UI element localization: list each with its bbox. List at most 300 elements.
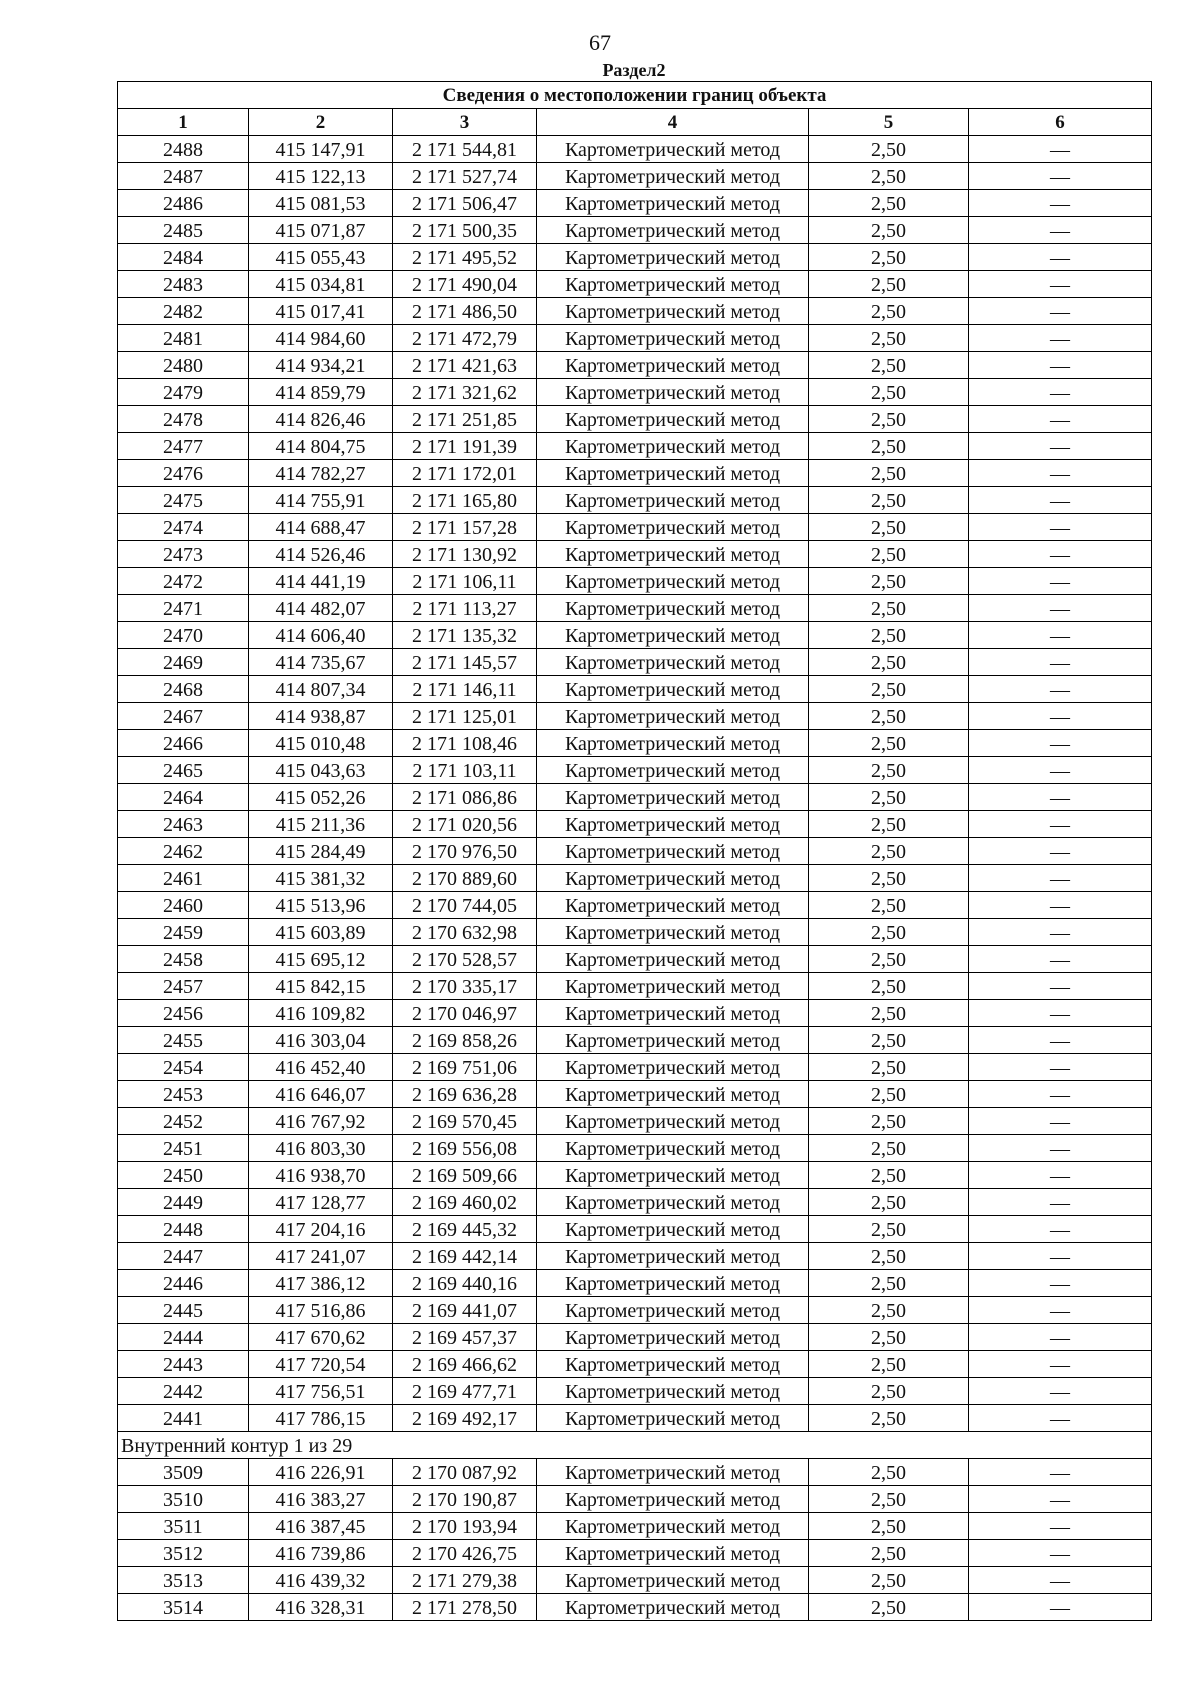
table-row [118,649,1152,676]
cell-x-coordinate: 415 052,26 [249,784,393,811]
cell-method: Картометрический метод [537,1108,809,1135]
cell-note: — [969,487,1152,514]
cell-note: — [969,676,1152,703]
cell-method: Картометрический метод [537,946,809,973]
cell-point-number: 2463 [118,811,249,838]
cell-note: — [969,1189,1152,1216]
cell-point-number: 2476 [118,460,249,487]
cell-accuracy: 2,50 [809,460,969,487]
contour-label: Внутренний контур 1 из 29 [118,1432,1152,1459]
cell-method: Картометрический метод [537,1513,809,1540]
cell-accuracy: 2,50 [809,1027,969,1054]
cell-note: — [969,433,1152,460]
cell-x-coordinate: 415 034,81 [249,271,393,298]
cell-note: — [969,892,1152,919]
cell-x-coordinate: 415 055,43 [249,244,393,271]
table-row [118,1405,1152,1432]
cell-x-coordinate: 417 204,16 [249,1216,393,1243]
cell-x-coordinate: 414 441,19 [249,568,393,595]
cell-method: Картометрический метод [537,1459,809,1486]
cell-note: — [969,1216,1152,1243]
cell-point-number: 2456 [118,1000,249,1027]
cell-x-coordinate: 416 439,32 [249,1567,393,1594]
cell-x-coordinate: 414 735,67 [249,649,393,676]
cell-point-number: 2472 [118,568,249,595]
cell-method: Картометрический метод [537,541,809,568]
table-row [118,244,1152,271]
cell-y-coordinate: 2 171 544,81 [393,136,537,163]
table-row [118,1081,1152,1108]
cell-method: Картометрический метод [537,325,809,352]
table-row [118,1000,1152,1027]
cell-method: Картометрический метод [537,703,809,730]
cell-x-coordinate: 415 071,87 [249,217,393,244]
cell-y-coordinate: 2 169 636,28 [393,1081,537,1108]
cell-note: — [969,1351,1152,1378]
cell-point-number: 2451 [118,1135,249,1162]
cell-y-coordinate: 2 170 744,05 [393,892,537,919]
table-row [118,1135,1152,1162]
table-row [118,784,1152,811]
table-row [118,1540,1152,1567]
cell-x-coordinate: 417 128,77 [249,1189,393,1216]
cell-method: Картометрический метод [537,1162,809,1189]
cell-method: Картометрический метод [537,1054,809,1081]
cell-point-number: 2445 [118,1297,249,1324]
cell-point-number: 3511 [118,1513,249,1540]
table-row [118,730,1152,757]
cell-accuracy: 2,50 [809,1594,969,1621]
cell-method: Картометрический метод [537,352,809,379]
cell-y-coordinate: 2 171 527,74 [393,163,537,190]
cell-accuracy: 2,50 [809,1351,969,1378]
cell-note: — [969,865,1152,892]
cell-method: Картометрический метод [537,379,809,406]
column-number-header: 6 [969,109,1152,136]
cell-point-number: 2457 [118,973,249,1000]
table-row [118,1216,1152,1243]
contour-row [118,1432,1152,1459]
cell-note: — [969,757,1152,784]
cell-point-number: 2453 [118,1081,249,1108]
cell-accuracy: 2,50 [809,865,969,892]
cell-accuracy: 2,50 [809,1135,969,1162]
cell-method: Картометрический метод [537,1540,809,1567]
table-row [118,1567,1152,1594]
table-row [118,1459,1152,1486]
cell-method: Картометрический метод [537,730,809,757]
cell-accuracy: 2,50 [809,1297,969,1324]
cell-x-coordinate: 414 688,47 [249,514,393,541]
cell-accuracy: 2,50 [809,1243,969,1270]
cell-accuracy: 2,50 [809,730,969,757]
cell-point-number: 2481 [118,325,249,352]
cell-note: — [969,514,1152,541]
cell-point-number: 2449 [118,1189,249,1216]
cell-method: Картометрический метод [537,487,809,514]
cell-point-number: 2467 [118,703,249,730]
cell-note: — [969,1027,1152,1054]
cell-x-coordinate: 414 755,91 [249,487,393,514]
table-row [118,676,1152,703]
cell-x-coordinate: 415 842,15 [249,973,393,1000]
table-row [118,1027,1152,1054]
cell-accuracy: 2,50 [809,1162,969,1189]
table-row [118,514,1152,541]
cell-point-number: 2478 [118,406,249,433]
cell-method: Картометрический метод [537,190,809,217]
cell-note: — [969,379,1152,406]
cell-method: Картометрический метод [537,1135,809,1162]
table-row [118,325,1152,352]
cell-accuracy: 2,50 [809,1270,969,1297]
cell-y-coordinate: 2 169 858,26 [393,1027,537,1054]
cell-note: — [969,136,1152,163]
cell-x-coordinate: 416 303,04 [249,1027,393,1054]
cell-point-number: 2464 [118,784,249,811]
cell-x-coordinate: 416 803,30 [249,1135,393,1162]
cell-y-coordinate: 2 169 751,06 [393,1054,537,1081]
cell-x-coordinate: 414 526,46 [249,541,393,568]
cell-note: — [969,730,1152,757]
cell-note: — [969,649,1152,676]
cell-method: Картометрический метод [537,595,809,622]
cell-note: — [969,1000,1152,1027]
cell-x-coordinate: 417 516,86 [249,1297,393,1324]
cell-point-number: 2447 [118,1243,249,1270]
table-row [118,838,1152,865]
cell-accuracy: 2,50 [809,757,969,784]
cell-point-number: 2488 [118,136,249,163]
page-number: 67 [589,30,611,55]
table-row [118,622,1152,649]
cell-method: Картометрический метод [537,244,809,271]
cell-y-coordinate: 2 171 125,01 [393,703,537,730]
cell-x-coordinate: 416 328,31 [249,1594,393,1621]
cell-method: Картометрический метод [537,1297,809,1324]
cell-accuracy: 2,50 [809,973,969,1000]
table-row [118,919,1152,946]
cell-point-number: 2444 [118,1324,249,1351]
cell-method: Картометрический метод [537,1351,809,1378]
cell-accuracy: 2,50 [809,406,969,433]
cell-y-coordinate: 2 171 191,39 [393,433,537,460]
cell-x-coordinate: 417 670,62 [249,1324,393,1351]
cell-x-coordinate: 415 017,41 [249,298,393,325]
cell-point-number: 2465 [118,757,249,784]
cell-y-coordinate: 2 171 490,04 [393,271,537,298]
table-row [118,595,1152,622]
cell-y-coordinate: 2 169 445,32 [393,1216,537,1243]
cell-point-number: 2455 [118,1027,249,1054]
cell-method: Картометрический метод [537,163,809,190]
cell-accuracy: 2,50 [809,703,969,730]
cell-method: Картометрический метод [537,649,809,676]
cell-x-coordinate: 415 284,49 [249,838,393,865]
cell-accuracy: 2,50 [809,1108,969,1135]
table-row [118,973,1152,1000]
cell-note: — [969,1081,1152,1108]
cell-accuracy: 2,50 [809,244,969,271]
cell-point-number: 2454 [118,1054,249,1081]
cell-y-coordinate: 2 171 135,32 [393,622,537,649]
cell-point-number: 3513 [118,1567,249,1594]
table-row [118,541,1152,568]
cell-point-number: 2473 [118,541,249,568]
cell-y-coordinate: 2 171 145,57 [393,649,537,676]
cell-method: Картометрический метод [537,1189,809,1216]
table-row [118,433,1152,460]
cell-y-coordinate: 2 170 190,87 [393,1486,537,1513]
table-row [118,568,1152,595]
cell-accuracy: 2,50 [809,919,969,946]
table-row [118,1243,1152,1270]
cell-method: Картометрический метод [537,1405,809,1432]
cell-method: Картометрический метод [537,1270,809,1297]
cell-note: — [969,1135,1152,1162]
table-row [118,460,1152,487]
cell-accuracy: 2,50 [809,892,969,919]
cell-point-number: 2483 [118,271,249,298]
cell-y-coordinate: 2 169 457,37 [393,1324,537,1351]
cell-note: — [969,1459,1152,1486]
cell-note: — [969,1054,1152,1081]
cell-x-coordinate: 414 984,60 [249,325,393,352]
cell-point-number: 2460 [118,892,249,919]
cell-accuracy: 2,50 [809,163,969,190]
cell-x-coordinate: 415 122,13 [249,163,393,190]
cell-accuracy: 2,50 [809,1189,969,1216]
table-row [118,379,1152,406]
cell-y-coordinate: 2 170 889,60 [393,865,537,892]
cell-accuracy: 2,50 [809,676,969,703]
cell-x-coordinate: 415 081,53 [249,190,393,217]
cell-note: — [969,1540,1152,1567]
cell-accuracy: 2,50 [809,433,969,460]
cell-y-coordinate: 2 171 108,46 [393,730,537,757]
cell-point-number: 2469 [118,649,249,676]
cell-x-coordinate: 414 934,21 [249,352,393,379]
cell-accuracy: 2,50 [809,1054,969,1081]
cell-note: — [969,244,1152,271]
cell-note: — [969,784,1152,811]
table-row [118,298,1152,325]
cell-note: — [969,217,1152,244]
cell-accuracy: 2,50 [809,811,969,838]
cell-x-coordinate: 415 381,32 [249,865,393,892]
cell-note: — [969,460,1152,487]
cell-method: Картометрический метод [537,298,809,325]
cell-y-coordinate: 2 170 087,92 [393,1459,537,1486]
cell-x-coordinate: 416 383,27 [249,1486,393,1513]
cell-x-coordinate: 417 786,15 [249,1405,393,1432]
table-row [118,1486,1152,1513]
cell-x-coordinate: 415 603,89 [249,919,393,946]
cell-point-number: 2461 [118,865,249,892]
cell-note: — [969,271,1152,298]
cell-method: Картометрический метод [537,217,809,244]
cell-note: — [969,1162,1152,1189]
cell-x-coordinate: 415 211,36 [249,811,393,838]
cell-method: Картометрический метод [537,838,809,865]
cell-point-number: 2485 [118,217,249,244]
cell-accuracy: 2,50 [809,325,969,352]
cell-method: Картометрический метод [537,1324,809,1351]
cell-method: Картометрический метод [537,865,809,892]
table-row [118,1270,1152,1297]
cell-method: Картометрический метод [537,622,809,649]
cell-accuracy: 2,50 [809,1486,969,1513]
cell-note: — [969,1405,1152,1432]
table-row [118,1108,1152,1135]
cell-y-coordinate: 2 169 570,45 [393,1108,537,1135]
cell-x-coordinate: 415 695,12 [249,946,393,973]
cell-point-number: 2479 [118,379,249,406]
cell-y-coordinate: 2 171 020,56 [393,811,537,838]
cell-accuracy: 2,50 [809,568,969,595]
cell-y-coordinate: 2 171 506,47 [393,190,537,217]
cell-note: — [969,973,1152,1000]
cell-method: Картометрический метод [537,973,809,1000]
cell-point-number: 2484 [118,244,249,271]
cell-note: — [969,595,1152,622]
table-row [118,1351,1152,1378]
cell-y-coordinate: 2 171 279,38 [393,1567,537,1594]
cell-note: — [969,919,1152,946]
cell-y-coordinate: 2 169 440,16 [393,1270,537,1297]
cell-accuracy: 2,50 [809,1378,969,1405]
cell-method: Картометрический метод [537,1000,809,1027]
cell-y-coordinate: 2 171 146,11 [393,676,537,703]
cell-method: Картометрический метод [537,784,809,811]
cell-accuracy: 2,50 [809,1513,969,1540]
cell-method: Картометрический метод [537,1243,809,1270]
cell-note: — [969,568,1152,595]
boundary-coordinates-table [117,81,1152,1621]
column-number-header: 3 [393,109,537,136]
cell-note: — [969,298,1152,325]
cell-point-number: 2471 [118,595,249,622]
table-caption: Сведения о местоположении границ объекта [118,82,1152,109]
table-row [118,163,1152,190]
cell-note: — [969,811,1152,838]
section-title: Раздел2 [602,60,666,80]
cell-note: — [969,1486,1152,1513]
cell-method: Картометрический метод [537,757,809,784]
cell-y-coordinate: 2 171 472,79 [393,325,537,352]
cell-x-coordinate: 416 109,82 [249,1000,393,1027]
cell-x-coordinate: 416 452,40 [249,1054,393,1081]
table-row [118,1189,1152,1216]
cell-y-coordinate: 2 171 106,11 [393,568,537,595]
table-row [118,352,1152,379]
cell-note: — [969,1243,1152,1270]
cell-method: Картометрический метод [537,136,809,163]
cell-x-coordinate: 416 767,92 [249,1108,393,1135]
cell-y-coordinate: 2 171 278,50 [393,1594,537,1621]
cell-note: — [969,1270,1152,1297]
cell-point-number: 2468 [118,676,249,703]
cell-note: — [969,1567,1152,1594]
cell-x-coordinate: 415 043,63 [249,757,393,784]
table-row [118,757,1152,784]
cell-x-coordinate: 417 756,51 [249,1378,393,1405]
table-row [118,487,1152,514]
cell-method: Картометрический метод [537,460,809,487]
column-number-header: 5 [809,109,969,136]
cell-x-coordinate: 415 147,91 [249,136,393,163]
cell-x-coordinate: 414 804,75 [249,433,393,460]
cell-x-coordinate: 415 513,96 [249,892,393,919]
cell-y-coordinate: 2 169 492,17 [393,1405,537,1432]
table-caption-row [118,82,1152,109]
cell-note: — [969,703,1152,730]
cell-accuracy: 2,50 [809,1567,969,1594]
cell-x-coordinate: 416 938,70 [249,1162,393,1189]
cell-method: Картометрический метод [537,1216,809,1243]
cell-y-coordinate: 2 169 441,07 [393,1297,537,1324]
cell-method: Картометрический метод [537,514,809,541]
cell-point-number: 2446 [118,1270,249,1297]
cell-accuracy: 2,50 [809,622,969,649]
table-row [118,703,1152,730]
table-row [118,1162,1152,1189]
cell-y-coordinate: 2 171 495,52 [393,244,537,271]
cell-point-number: 2487 [118,163,249,190]
table-row [118,406,1152,433]
cell-y-coordinate: 2 169 509,66 [393,1162,537,1189]
cell-y-coordinate: 2 169 556,08 [393,1135,537,1162]
cell-method: Картометрический метод [537,271,809,298]
table-row [118,865,1152,892]
cell-note: — [969,163,1152,190]
cell-x-coordinate: 417 386,12 [249,1270,393,1297]
cell-accuracy: 2,50 [809,541,969,568]
cell-y-coordinate: 2 171 172,01 [393,460,537,487]
cell-x-coordinate: 416 226,91 [249,1459,393,1486]
cell-y-coordinate: 2 170 528,57 [393,946,537,973]
cell-y-coordinate: 2 171 165,80 [393,487,537,514]
cell-x-coordinate: 414 938,87 [249,703,393,730]
cell-accuracy: 2,50 [809,1081,969,1108]
cell-note: — [969,325,1152,352]
cell-y-coordinate: 2 170 632,98 [393,919,537,946]
cell-point-number: 2474 [118,514,249,541]
table-row [118,190,1152,217]
cell-note: — [969,406,1152,433]
cell-y-coordinate: 2 171 113,27 [393,595,537,622]
cell-y-coordinate: 2 169 460,02 [393,1189,537,1216]
cell-method: Картометрический метод [537,1027,809,1054]
cell-method: Картометрический метод [537,1486,809,1513]
cell-note: — [969,190,1152,217]
cell-accuracy: 2,50 [809,649,969,676]
cell-accuracy: 2,50 [809,487,969,514]
cell-x-coordinate: 414 782,27 [249,460,393,487]
cell-accuracy: 2,50 [809,1324,969,1351]
cell-note: — [969,541,1152,568]
cell-y-coordinate: 2 170 976,50 [393,838,537,865]
cell-accuracy: 2,50 [809,784,969,811]
cell-point-number: 2450 [118,1162,249,1189]
cell-y-coordinate: 2 170 046,97 [393,1000,537,1027]
table-row [118,1378,1152,1405]
cell-y-coordinate: 2 170 426,75 [393,1540,537,1567]
cell-method: Картометрический метод [537,1594,809,1621]
cell-x-coordinate: 414 826,46 [249,406,393,433]
table-row [118,946,1152,973]
table-row [118,892,1152,919]
